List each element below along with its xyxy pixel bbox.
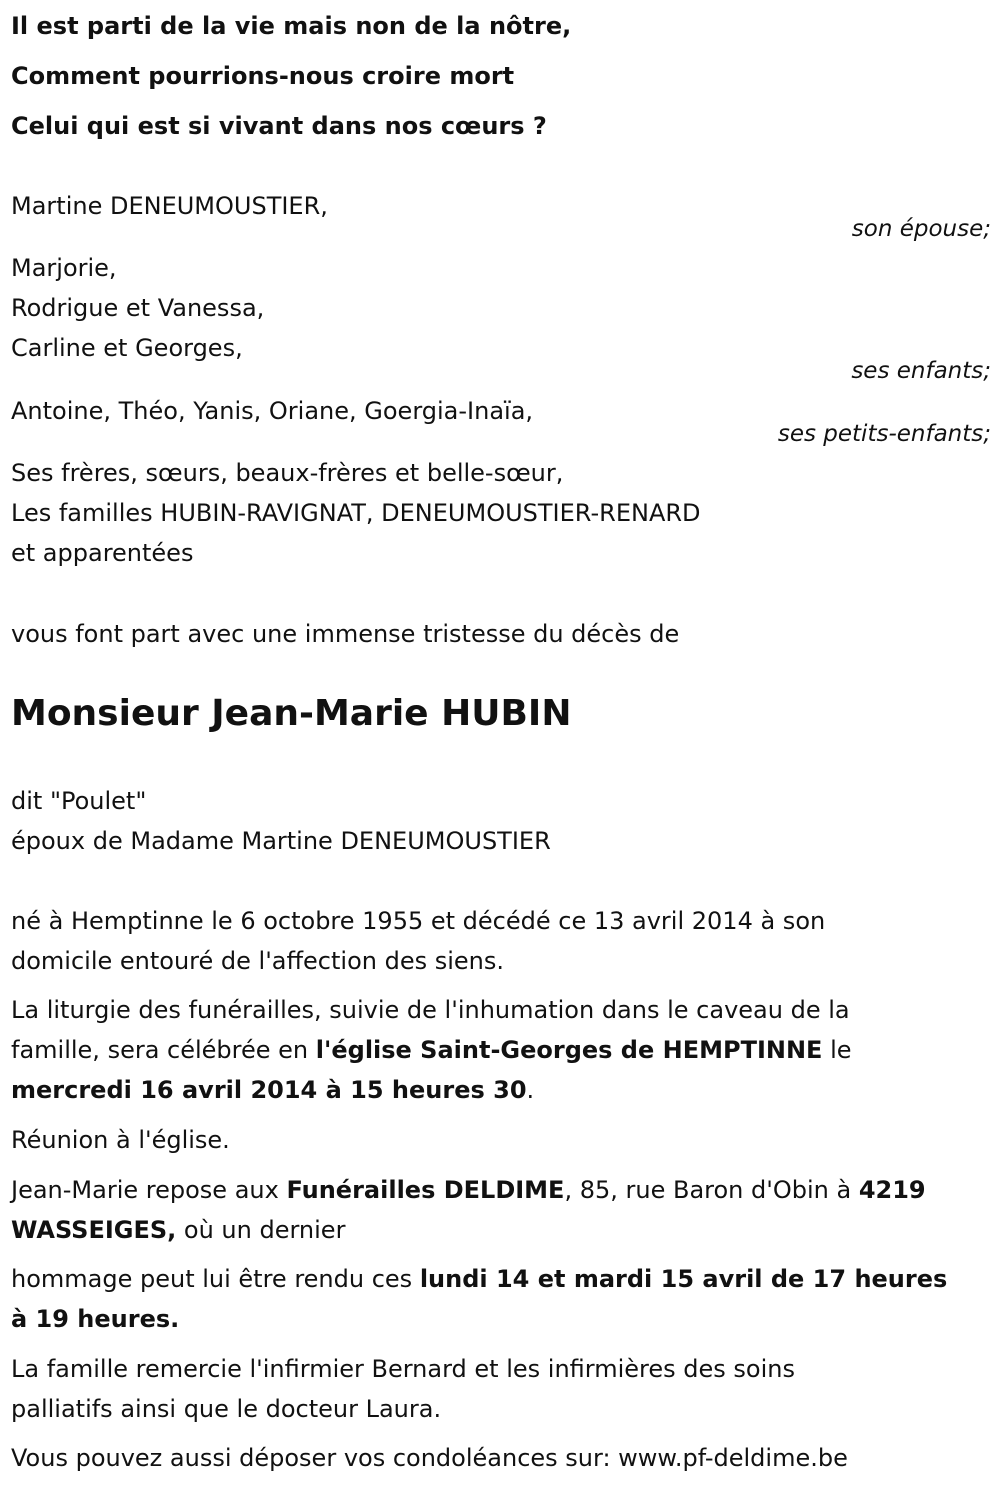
hommage-dates-1: lundi 14 et mardi 15 avril de 17 heures [419, 1265, 948, 1293]
deceased-name: Monsieur Jean-Marie HUBIN [11, 693, 572, 734]
family-line-2: Les familles HUBIN-RAVIGNAT, DENEUMOUSTIER-RENARD [11, 499, 701, 527]
hommage-line-2 [11, 1304, 179, 1334]
repose-postcode: 4219 [858, 1176, 926, 1204]
repose-line-1 [11, 1175, 926, 1205]
hommage-text-a: hommage peut lui être rendu ces [11, 1265, 420, 1293]
reunion: Réunion à l'église. [11, 1126, 230, 1154]
verse-line-1: Il est parti de la vie mais non de la nôtre, [11, 12, 572, 40]
condolences: Vous pouvez aussi déposer vos condoléances sur: www.pf-deldime.be [11, 1444, 848, 1472]
family-line-1: Ses frères, sœurs, beaux-frères et belle-sœur, [11, 459, 564, 487]
repose-text-c: où un dernier [176, 1216, 346, 1244]
grandchildren-role: ses petits-enfants; [777, 421, 991, 447]
grandchildren-names: Antoine, Théo, Yanis, Oriane, Goergia-Inaïa, [11, 397, 534, 425]
liturgy-text-a: famille, sera célébrée en [11, 1036, 316, 1064]
verse-line-2: Comment pourrions-nous croire mort [11, 62, 515, 90]
child-line-2: Rodrigue et Vanessa, [11, 294, 265, 322]
family-line-3: et apparentées [11, 539, 194, 567]
hommage-line-1 [11, 1264, 947, 1294]
hommage-dates-2: à 19 heures. [11, 1305, 180, 1333]
liturgy-period: . [526, 1076, 535, 1104]
thanks-line-2: palliatifs ainsi que le docteur Laura. [11, 1395, 442, 1423]
child-line-1: Marjorie, [11, 254, 117, 282]
spouse-name: Martine DENEUMOUSTIER, [11, 192, 328, 220]
repose-text-a: Jean-Marie repose aux [11, 1176, 287, 1204]
birth-death-line-2: domicile entouré de l'affection des siens. [11, 947, 505, 975]
repose-line-2 [11, 1215, 345, 1245]
liturgy-church: l'église Saint-Georges de HEMPTINNE [315, 1036, 823, 1064]
liturgy-text-b: le [822, 1036, 852, 1064]
deceased-nickname: dit "Poulet" [11, 787, 147, 815]
birth-death-line-1: né à Hemptinne le 6 octobre 1955 et décédé ce 13 avril 2014 à son [11, 907, 826, 935]
liturgy-date: mercredi 16 avril 2014 à 15 heures 30 [11, 1076, 527, 1104]
liturgy-line-1: La liturgie des funérailles, suivie de l'inhumation dans le caveau de la [11, 996, 850, 1024]
verse-line-3: Celui qui est si vivant dans nos cœurs ? [11, 112, 547, 140]
liturgy-line-3 [11, 1075, 534, 1105]
repose-city: WASSEIGES, [11, 1216, 177, 1244]
child-line-3: Carline et Georges, [11, 334, 243, 362]
liturgy-line-2 [11, 1035, 852, 1065]
repose-funeral-home: Funérailles DELDIME [286, 1176, 565, 1204]
spouse-role: son épouse; [851, 216, 991, 242]
announcement: vous font part avec une immense tristesse du décès de [11, 620, 680, 648]
thanks-line-1: La famille remercie l'infirmier Bernard et les infirmières des soins [11, 1355, 795, 1383]
repose-text-b: , 85, rue Baron d'Obin à [564, 1176, 859, 1204]
children-role: ses enfants; [851, 358, 991, 384]
deceased-spouse-of: époux de Madame Martine DENEUMOUSTIER [11, 827, 551, 855]
